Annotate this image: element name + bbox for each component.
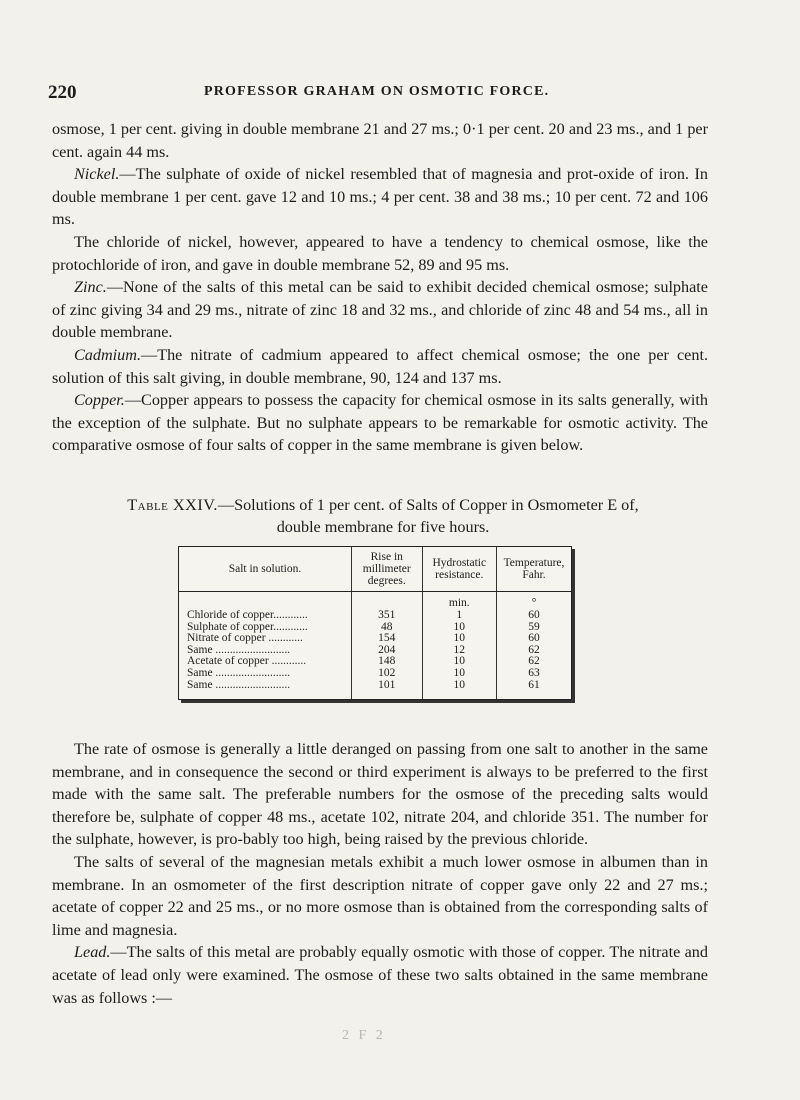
unit-cell xyxy=(351,592,422,611)
data-table xyxy=(178,546,572,700)
table-row xyxy=(179,680,571,700)
cell-resistance: 10 xyxy=(422,656,496,668)
paragraph-text: The chloride of nickel, however, appeared to have a tendency to chemical osmose, like the protochloride of iron, and gave in double membrane 52, 89 and 95 ms. xyxy=(52,232,708,274)
table-caption xyxy=(78,494,688,538)
table-row xyxy=(179,633,571,645)
column-header-salt: Salt in solution. xyxy=(179,547,351,592)
paragraph-text: —The salts of this metal are probably equally osmotic with those of copper. The nitrate and acetate of lead only were examined. The osmose of these two salts obtained in the same membrane was as follows :— xyxy=(52,943,708,1007)
table-row xyxy=(179,668,571,680)
page-number: 220 xyxy=(48,82,77,103)
paragraph xyxy=(52,738,708,851)
cell-rise: 148 xyxy=(351,656,422,668)
cell-temp: 62 xyxy=(497,656,572,668)
unit-cell: min. xyxy=(422,592,496,611)
unit-cell: ° xyxy=(497,592,572,611)
paragraph-text: The rate of osmose is generally a little deranged on passing from one salt to another in the same membrane, and in consequence the second or third experiment is always to be preferred to the first made with the same salt. The preferable numbers for the osmose of the preceding salts would therefore be, sulphate of copper 48 ms., acetate 102, nitrate 204, and chloride 351. The number for the sulphate, however, is pro-bably too high, being raised by the previous chloride. xyxy=(52,740,708,849)
cell-rise: 154 xyxy=(351,633,422,645)
paragraph-nickel xyxy=(52,163,708,231)
column-header-resistance: Hydrostatic resistance. xyxy=(422,547,496,592)
paragraph-text: —None of the salts of this metal can be said to exhibit decided chemical osmose; sulphate of zinc giving 34 and 29 ms., nitrate of zinc 18 and 32 ms., and chloride of zinc 48 and 54 ms., all in double membrane. xyxy=(52,278,708,342)
cell-resistance: 10 xyxy=(422,680,496,700)
unit-cell xyxy=(179,592,351,611)
signature-mark: 2 F 2 xyxy=(342,1028,386,1043)
table-row xyxy=(179,656,571,668)
cell-temp: 63 xyxy=(497,668,572,680)
paragraph-text: osmose, 1 per cent. giving in double membrane 21 and 27 ms.; 0·1 per cent. 20 and 23 ms., and 1 per cent. again 44 ms. xyxy=(52,120,708,161)
cell-salt: Chloride of copper............ xyxy=(187,610,308,621)
cell-temp: 60 xyxy=(497,610,572,622)
cell-rise: 48 xyxy=(351,622,422,634)
table-caption-line2: double membrane for five hours. xyxy=(276,518,490,536)
cell-salt: Same .......................... xyxy=(187,644,291,656)
cell-temp: 59 xyxy=(497,622,572,634)
table-caption-line1 xyxy=(78,494,688,516)
cell-temp: 60 xyxy=(497,633,572,645)
paragraph-text: —The nitrate of cadmium appeared to affect chemical osmose; the one per cent. solution of this salt giving, in double membrane, 90, 124 and 137 ms. xyxy=(52,345,708,387)
cell-salt: Sulphate of copper............ xyxy=(187,621,308,633)
paragraph-text: —The sulphate of oxide of nickel resembled that of magnesia and prot-oxide of iron. In double membrane 1 per cent. gave 12 and 10 ms.; 4 per cent. 38 and 38 ms.; 10 per cent. 72 and 106 ms. xyxy=(52,165,708,229)
table-row xyxy=(179,645,571,657)
cell-rise: 101 xyxy=(351,680,422,700)
units-row xyxy=(179,592,571,611)
paragraph-lead: Zinc. xyxy=(74,278,107,297)
paragraph-lead: Lead. xyxy=(74,943,111,962)
cell-rise: 351 xyxy=(351,610,422,622)
cell-resistance: 10 xyxy=(422,633,496,645)
paragraph-zinc xyxy=(52,276,708,344)
cell-resistance: 12 xyxy=(422,645,496,657)
body-text-upper xyxy=(52,118,708,457)
cell-salt: Same .......................... xyxy=(187,679,291,691)
table-label: Table XXIV. xyxy=(127,496,218,514)
paragraph-text: The salts of several of the magnesian metals exhibit a much lower osmose in albumen than in membrane. In an osmometer of the first description nitrate of copper gave only 22 and 27 ms.; acetate of copper 22 and 25 ms., or no more osmose than is obtained from the corresponding salts of lime and magnesia. xyxy=(52,852,708,939)
table-caption-text: —Solutions of 1 per cent. of Salts of Copper in Osmometer E of, xyxy=(217,496,639,514)
page-header xyxy=(48,82,748,106)
table-row xyxy=(179,622,571,634)
cell-temp: 62 xyxy=(497,645,572,657)
paragraph xyxy=(52,118,708,163)
table-row xyxy=(179,610,571,622)
cell-resistance: 10 xyxy=(422,622,496,634)
paragraph-cadmium xyxy=(52,344,708,389)
paragraph xyxy=(52,231,708,276)
paragraph xyxy=(52,851,708,941)
paragraph-lead: Nickel. xyxy=(74,165,120,184)
body-text-lower xyxy=(52,738,708,1009)
paragraph-copper xyxy=(52,389,708,457)
cell-resistance: 10 xyxy=(422,668,496,680)
paragraph-text: —Copper appears to possess the capacity for chemical osmose in its salts generally, with the exception of the sulphate. But no sulphate appears to be remarkable for osmotic activity. The comparative osmose of four salts of copper in the same membrane is given below. xyxy=(52,391,708,455)
cell-salt: Nitrate of copper ............ xyxy=(187,633,303,645)
paragraph-lead: Cadmium. xyxy=(74,345,142,364)
cell-resistance: 1 xyxy=(422,610,496,622)
cell-rise: 102 xyxy=(351,668,422,680)
paragraph-lead-metal xyxy=(52,941,708,1009)
cell-salt: Acetate of copper ............ xyxy=(187,656,307,668)
running-head: PROFESSOR GRAHAM ON OSMOTIC FORCE. xyxy=(204,84,550,99)
cell-salt: Same .......................... xyxy=(187,667,291,679)
cell-rise: 204 xyxy=(351,645,422,657)
cell-temp: 61 xyxy=(497,680,572,700)
table-header-row xyxy=(179,547,571,592)
column-header-temperature: Temperature, Fahr. xyxy=(497,547,572,592)
column-header-rise: Rise in millimeter degrees. xyxy=(351,547,422,592)
paragraph-lead: Copper. xyxy=(74,391,125,410)
